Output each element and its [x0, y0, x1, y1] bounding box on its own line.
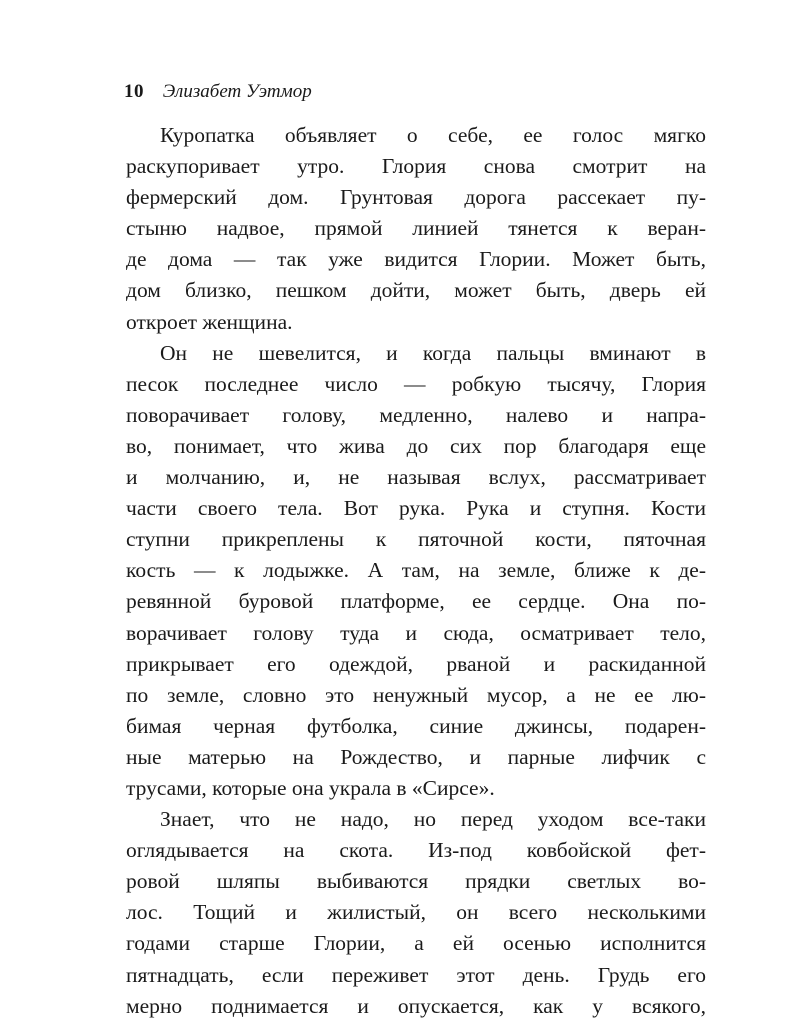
text-line: и молчанию, и, не называя вслух, рассматривает [126, 465, 706, 490]
text-line: ные матерью на Рождество, и парные лифчик с [126, 744, 706, 769]
text-line: стыню надвое, прямой линией тянется к веран- [126, 216, 706, 241]
running-head [124, 79, 312, 105]
text-line: ступни прикреплены к пяточной кости, пяточная [126, 527, 706, 552]
text-line: кость — к лодыжке. А там, на земле, ближе к де- [126, 558, 706, 583]
text-line: песок последнее число — робкую тысячу, Глория [126, 371, 706, 396]
text-line: прикрывает его одеждой, рваной и раскиданной [126, 651, 706, 676]
text-line: годами старше Глории, а ей осенью исполнится [126, 931, 706, 956]
text-line: поворачивает голову, медленно, налево и напра- [126, 402, 706, 427]
text-line: ровой шляпы выбиваются прядки светлых во- [126, 869, 706, 894]
text-line: Куропатка объявляет о себе, ее голос мягко [160, 123, 706, 147]
text-line: во, понимает, что жива до сих пор благодаря еще [126, 433, 706, 458]
text-line: бимая черная футболка, синие джинсы, подарен- [126, 713, 706, 738]
text-line: оглядывается на скота. Из-под ковбойской фет- [126, 838, 706, 863]
text-line: дом близко, пешком дойти, может быть, дверь ей [126, 278, 706, 303]
page-number: 10 [124, 81, 144, 102]
text-line: пятнадцать, если переживет этот день. Грудь его [126, 962, 706, 987]
text-line: де дома — так уже видится Глории. Может быть, [126, 247, 706, 272]
text-line: раскупоривает утро. Глория снова смотрит на [126, 154, 706, 179]
text-line: по земле, словно это ненужный мусор, а не ее лю- [126, 682, 706, 707]
body-text [126, 120, 706, 1022]
text-line: лос. Тощий и жилистый, он всего несколькими [126, 900, 706, 925]
text-line: Он не шевелится, и когда пальцы вминают в [160, 340, 706, 365]
text-line: откроет женщина. [126, 309, 293, 334]
text-line: части своего тела. Вот рука. Рука и ступня. Кости [126, 496, 706, 521]
author-name: Элизабет Уэтмор [162, 81, 312, 102]
text-line: ворачивает голову туда и сюда, осматривает тело, [126, 620, 706, 645]
text-line: мерно поднимается и опускается, как у всякого, [126, 993, 706, 1018]
text-line: трусами, которые она украла в «Сирсе». [126, 775, 495, 800]
text-line: Знает, что не надо, но перед уходом все-таки [160, 807, 706, 832]
text-line: фермерский дом. Грунтовая дорога рассекает пу- [126, 185, 706, 210]
text-line: ревянной буровой платформе, ее сердце. Она по- [126, 589, 706, 614]
